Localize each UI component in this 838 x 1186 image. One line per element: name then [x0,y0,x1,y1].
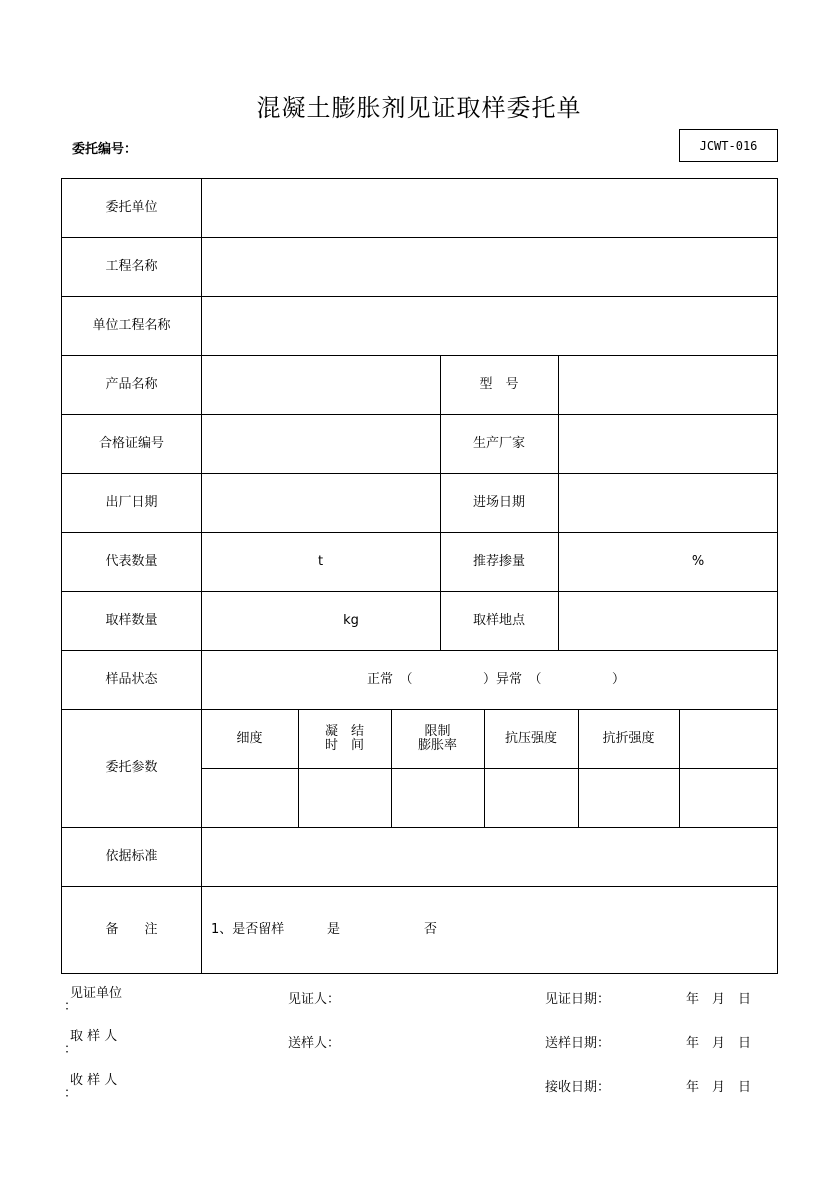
unit-project-name-label: 单位工程名称 [92,317,171,333]
product-name-label: 产品名称 [105,376,158,392]
param-fineness: 细度 [236,730,263,746]
model-label: 型 号 [479,376,519,392]
dosage-unit: % [691,553,705,569]
send-date-ymd: 年 月 日 [686,1036,752,1051]
param-expansion-rate [391,709,484,768]
witness-date-ymd: 年 月 日 [686,992,752,1007]
witness-person-label: 见证人： [288,992,341,1007]
normal-option: 正常 （ [367,671,413,687]
sample-state-label: 样品状态 [105,671,158,687]
receive-date-label: 接收日期： [545,1080,611,1095]
sampler-colon: ： [64,1042,78,1057]
receiver-label: 收 样 人 [70,1073,118,1088]
abnormal-option: ）异常 （ [483,671,542,687]
form-code: JCWT-016 [699,138,758,153]
page-title: 混凝土膨胀剂见证取样委托单 [256,94,582,122]
param-setting-line1: 凝 结 [324,723,364,739]
witness-date-label: 见证日期： [545,992,611,1007]
sample-location-label: 取样地点 [472,612,525,628]
sampler-label: 取 样 人 [70,1029,118,1044]
keep-sample-yes: 是 [327,921,341,937]
param-compressive-strength: 抗压强度 [504,730,557,746]
keep-sample-question: 1、是否留样 [211,921,285,937]
representative-unit: t [317,553,324,569]
commission-number-label: 委托编号： [72,142,138,157]
receive-date-ymd: 年 月 日 [686,1080,752,1095]
param-expansion-line1: 限制 [424,723,451,739]
param-flexural-strength: 抗折强度 [602,730,655,746]
close-paren: ） [612,671,626,687]
param-setting-time [298,709,391,768]
witness-unit-label: 见证单位 [70,986,123,1001]
project-name-label: 工程名称 [105,258,158,274]
param-setting-line2: 时 间 [324,737,364,753]
representative-qty-label: 代表数量 [105,553,158,569]
sender-label: 送样人： [288,1036,341,1051]
send-date-label: 送样日期： [545,1036,611,1051]
commission-form-table [61,178,778,974]
sample-qty-label: 取样数量 [105,612,158,628]
sample-unit: kg [343,612,359,628]
remarks-label: 备 注 [105,921,158,937]
factory-date-label: 出厂日期 [105,494,158,510]
certificate-no-label: 合格证编号 [98,435,164,451]
witness-unit-colon: ： [64,999,78,1014]
params-label: 委托参数 [105,760,158,775]
receiver-colon: ： [64,1086,78,1101]
arrival-date-label: 进场日期 [472,494,525,510]
manufacturer-label: 生产厂家 [472,435,525,451]
standard-label: 依据标准 [105,848,158,864]
form-code-box [679,129,778,162]
param-expansion-line2: 膨胀率 [417,737,457,753]
keep-sample-no: 否 [424,921,438,937]
client-unit-label: 委托单位 [105,200,158,215]
recommended-dosage-label: 推荐掺量 [472,553,525,569]
